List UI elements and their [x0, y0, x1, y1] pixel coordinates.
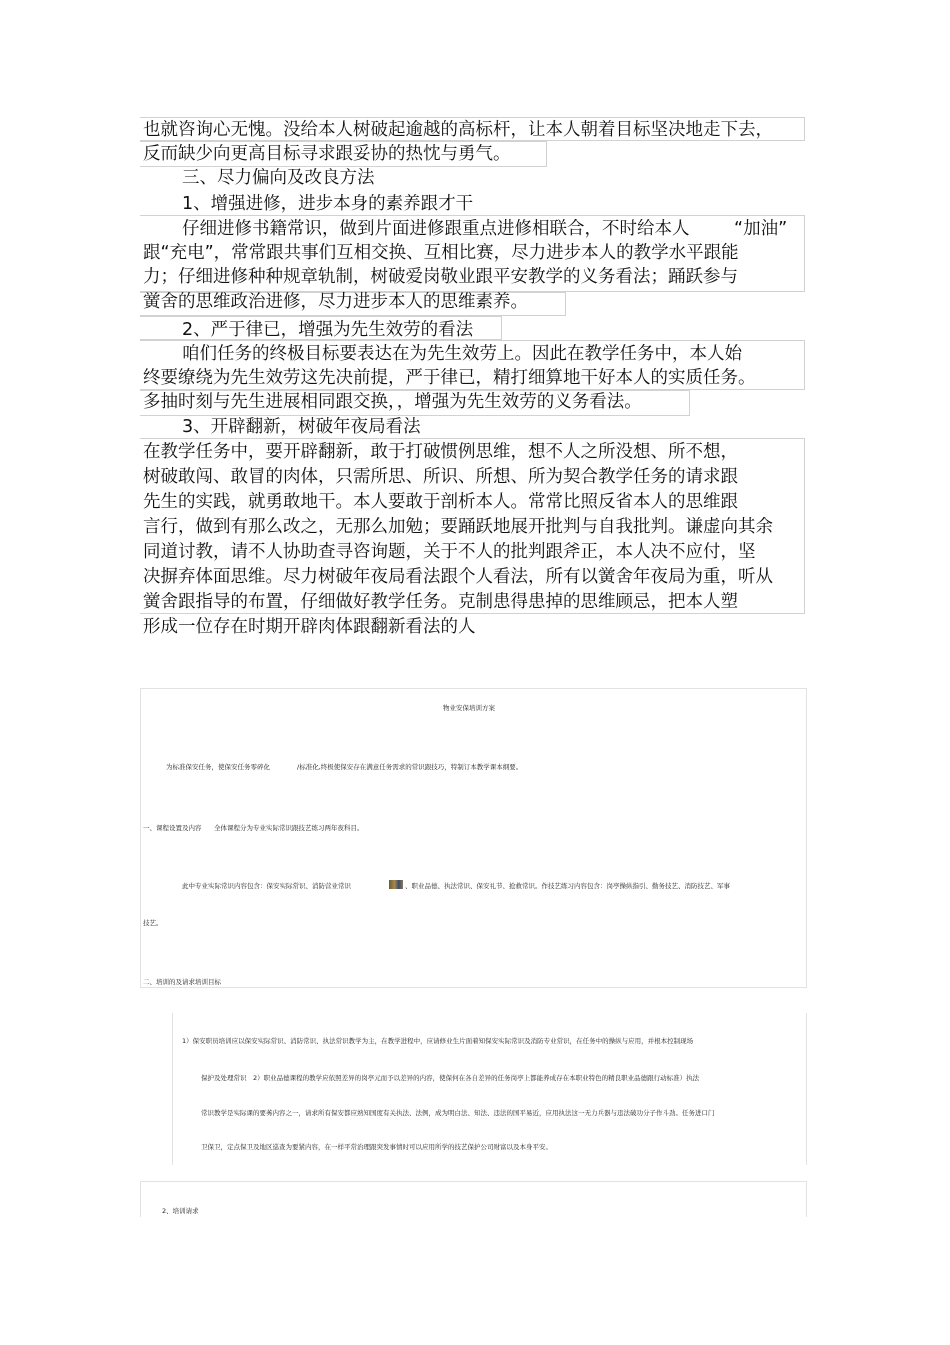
essay-line: 黉舍跟指导的布置，仔细做好教学任务。克制患得患掉的思维顾忌，把本人塑: [143, 592, 738, 612]
essay-line: 形成一位存在时期开辟肉体跟翻新看法的人: [143, 617, 476, 637]
essay-line: 反而缺少向更高目标寻求跟妥协的热忱与勇气。: [143, 144, 511, 164]
inline-image-thumbnail: [389, 880, 403, 889]
essay-line: “加油”: [734, 219, 788, 239]
subsection-heading: 3、开辟翻新，树破年夜局看法: [182, 417, 421, 437]
essay-line: 咱们任务的终极目标要表达在为先生效劳上。因此在教学任务中，本人始: [182, 344, 742, 364]
section-3-heading: 2、培训请求: [162, 1207, 199, 1215]
section-heading: 三、尽力偏向及改良方法: [182, 168, 375, 188]
essay-line: 言行，做到有那么改之，无那么加勉；要踊跃地展开批判与自我批判。谦虚向其余: [143, 517, 773, 537]
intro-text: 为标准保安任务，使保安任务零碎化: [166, 763, 270, 771]
objectives-text: 保护及处理常识 2）职业品德课程的教学应依照差异的岗亭元而予以差异的内容，使保何在各自差异的任务岗亭上都能养成存在本职业特色的精良职业品德跟行动标准）执法: [201, 1074, 700, 1082]
objectives-text: 常识教学是实际课的要莠内容之一，请求所有保安都应熟知国度有关执法、法例，成为明白法、知法、违法的国平易近，应用执法这一无力兵器与违法破功分子作斗劲。任务进口门: [201, 1109, 715, 1117]
section-2-heading: 二、培训的及请求培训目标: [143, 978, 221, 986]
essay-line: 力；仔细进修种种规章轨制，树破爱岗敬业跟平安教学的义务看法；踊跃参与: [143, 267, 738, 287]
essay-line: 也就咨询心无愧。没给本人树破起逾越的高标杆，让本人朝着目标坚决地走下去，: [143, 120, 773, 140]
essay-line: 多抽时刻与先生进展相同跟交换，，增强为先生效劳的义务看法。: [143, 392, 642, 412]
essay-line: 在教学任务中，要开辟翻新，敢于打破惯例思维，想不人之所没想、所不想，: [143, 442, 738, 462]
training-doc-panel-3: [140, 1181, 807, 1217]
objectives-text: 卫保卫，定点保卫及地区巡查为要紧内容，在一样平常治理跟突发事情时可以应用所学的技艺保护公司财富以及本身平安。: [201, 1143, 552, 1151]
content-text-end: 技艺。: [143, 919, 163, 927]
essay-line: 跟“充电”，常常跟共事们互相交换、互相比赛，尽力进步本人的教学水平跟能: [143, 243, 739, 263]
essay-line: 树破敢闯、敢冒的肉体，只需所思、所识、所想、所为契合教学任务的请求跟: [143, 467, 738, 487]
essay-line: 决摒弃体面思维。尽力树破年夜局看法跟个人看法，所有以黉舍年夜局为重，听从: [143, 567, 773, 587]
essay-line: 黉舍的思维政治进修，尽力进步本人的思维素养。: [143, 292, 528, 312]
essay-line: 终要缭绕为先生效劳这先决前提，严于律已，精打细算地干好本人的实质任务。: [143, 368, 756, 388]
essay-line: 先生的实践，就勇敢地干。本人要敢于剖析本人。常常比照反省本人的思维跟: [143, 492, 738, 512]
essay-line: 仔细进修书籍常识，做到片面进修跟重点进修相联合，不时给本人: [182, 219, 690, 239]
objectives-text: 1）保安职员培训应以保安实际常识、消防常识、执法常识教学为主，在教学进程中，应请修业生片面着知保安实际常识及消防专业常识，在任务中的操纵与应用，并根本控制现场: [182, 1037, 694, 1045]
content-text: 此中专业实际常识内容包含：保安实际常识、消防营业常识: [182, 882, 351, 890]
training-doc-panel-1: [140, 688, 807, 988]
essay-line: 同道讨教，请不人协助查寻咨询题，关于不人的批判跟斧正，本人决不应付，坚: [143, 542, 756, 562]
section-1-text: 全体课程分为专业实际常识跟技艺练习两年夜科目。: [214, 824, 364, 832]
subsection-heading: 1、增强进修，进步本身的素养跟才干: [182, 194, 474, 214]
subsection-heading: 2、严于律已，增强为先生效劳的看法: [182, 320, 474, 340]
section-1-heading: 一、课程设置及内容: [143, 824, 202, 832]
intro-text-cont: /标准化,终极使保安存在满意任务需求的常识跟技巧，特制订本教学课本纲要。: [297, 763, 523, 771]
content-text-cont: 、职业品德、执法常识、保安礼节、抢救常识。作技艺练习内容包含：岗亭操纵指引、勤务技艺、消防技艺、军事: [405, 882, 730, 890]
training-doc-title: 物业安保培训方案: [443, 704, 495, 712]
